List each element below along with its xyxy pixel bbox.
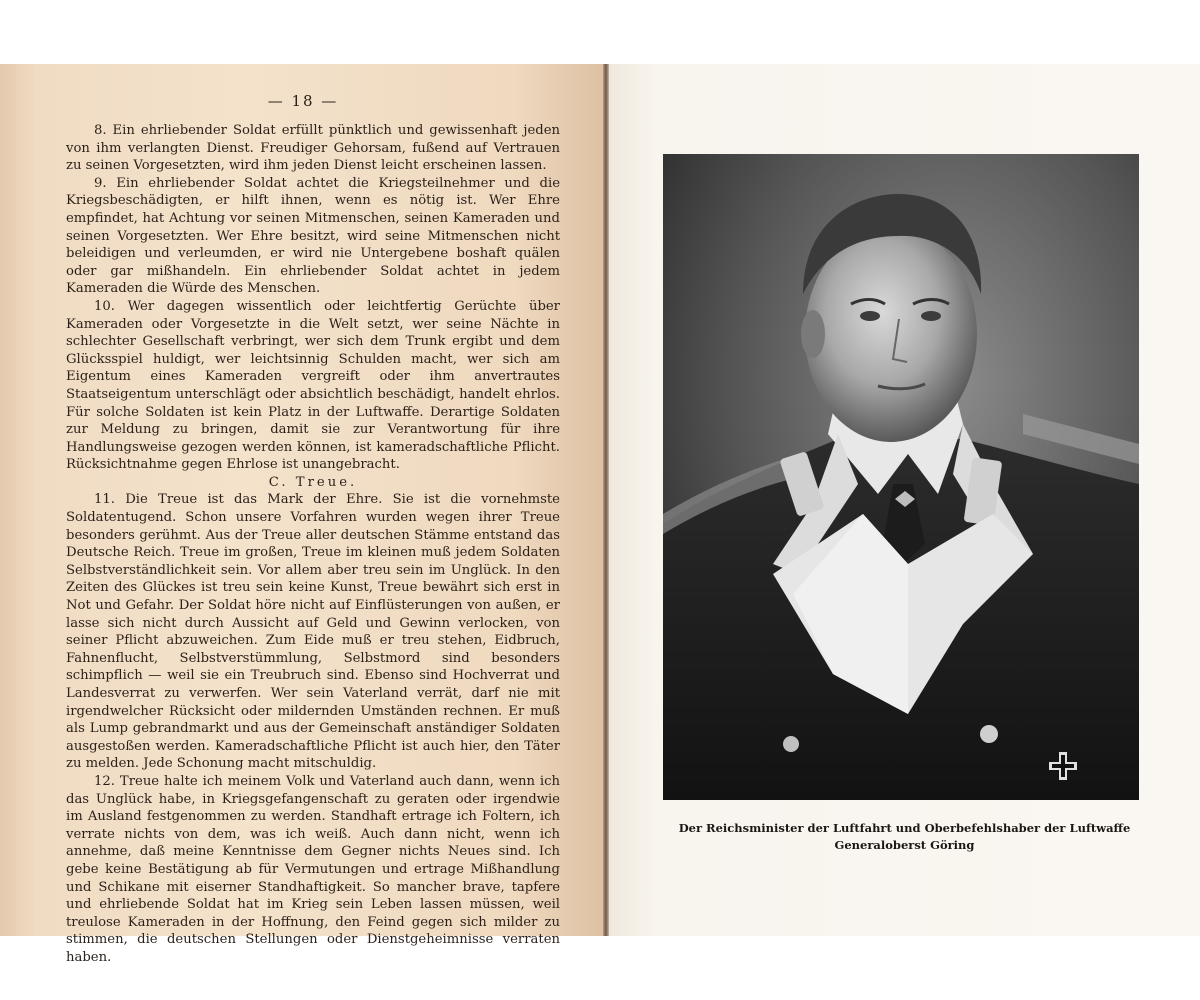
section-heading: C. Treue.	[268, 474, 358, 490]
paragraph-12: 12. Treue halte ich meinem Volk und Vaterland auch dann, wenn ich das Unglück habe, in Kriegsgefangenschaft zu geraten oder irgendwie im Ausland festgenommen zu werden. Standhaft ertrage ich Foltern, ich verrate nichts von dem, was ich weiß. Auch dann nicht, wenn ich annehme, daß meine Kenntnisse dem Gegner nichts Neues sind. Ich gebe keine Bestätigung ab für Vermutungen und ertrage Mißhandlung und Schikane mit eiserner Standhaftigkeit. So mancher brave, tapfere und ehrliebende Soldat hat im Krieg sein Leben lassen müssen, weil treulose Kameraden in der Hoffnung, den Feind gegen sich milder zu stimmen, die deutschen Stellungen oder Dienstgeheimnisse verraten haben.	[66, 773, 560, 965]
portrait-illustration	[663, 154, 1139, 800]
page-number: — 18 —	[267, 92, 339, 110]
caption-line-2: Generaloberst Göring	[834, 838, 975, 852]
paragraph-10: 10. Wer dagegen wissentlich oder leichtfertig Gerüchte über Kameraden oder Vorgesetzte in die Welt setzt, wer seine Nächte in schlechter Gesellschaft verbringt, wer sich dem Trunk ergibt und dem Glücksspiel huldigt, wer leichtsinnig Schulden macht, wer sich am Eigentum eines Kameraden vergreift oder ihm anvertrautes Staatseigentum unterschlägt oder absichtlich beschädigt, handelt ehrlos. Für solche Soldaten ist kein Platz in der Luftwaffe. Derartige Soldaten zur Meldung zu bringen, damit sie zur Verantwortung für ihre Handlungsweise gezogen werden können, ist kameradschaftliche Pflicht. Rücksichtnahme gegen Ehrlose ist unangebracht.	[66, 298, 560, 473]
photo-caption	[609, 820, 1200, 854]
right-page	[609, 64, 1200, 936]
body-text	[66, 122, 560, 967]
paragraph-11: 11. Die Treue ist das Mark der Ehre. Sie ist die vornehmste Soldatentugend. Schon unsere Vorfahren wurden wegen ihrer Treue besonders gerühmt. Aus der Treue aller deutschen Stämme entstand das Deutsche Reich. Treue im großen, Treue im kleinen muß jedem Soldaten Selbstverständlichkeit sein. Vor allem aber treu sein im Unglück. In den Zeiten des Glückes ist treu sein keine Kunst, Treue bewährt sich erst in Not und Gefahr. Der Soldat höre nicht auf Einflüsterungen von außen, er lasse sich nicht durch Aussicht auf Geld und Gewinn verlocken, von seiner Pflicht abzuweichen. Zum Eide muß er treu stehen, Eidbruch, Fahnenflucht, Selbstverstümmlung, Selbstmord sind besonders schimpflich — weil sie ein Treubruch sind. Ebenso sind Hochverrat und Landesverrat zu verwerfen. Wer sein Vaterland verrät, darf nie mit irgendwelcher Rücksicht oder mildernden Umständen rechnen. Er muß als Lump gebrandmarkt und aus der Gemeinschaft anständiger Soldaten ausgestoßen werden. Kameradschaftliche Pflicht ist auch hier, den Täter zu melden. Jede Schonung macht mitschuldig.	[66, 492, 560, 772]
caption-line-1: Der Reichsminister der Luftfahrt und Oberbefehlshaber der Luftwaffe	[678, 821, 1131, 835]
paragraph-9: 9. Ein ehrliebender Soldat achtet die Kriegsteilnehmer und die Kriegsbeschädigten, er hilft ihnen, wenn es nötig ist. Wer Ehre empfindet, hat Achtung vor seinen Mitmenschen, seinen Kameraden und seinen Vorgesetzten. Wer Ehre besitzt, wird seine Mitmenschen nicht beleidigen und verleumden, er wird nie Untergebene boshaft quälen oder gar mißhandeln. Ein ehrliebender Soldat achtet in jedem Kameraden die Würde des Menschen.	[66, 175, 560, 297]
paragraph-8: 8. Ein ehrliebender Soldat erfüllt pünktlich und gewissenhaft jeden von ihm verlangten Dienst. Freudiger Gehorsam, fußend auf Vertrauen zu seinen Vorgesetzten, wird ihm jeden Dienst leicht erscheinen lassen.	[66, 123, 560, 174]
portrait-photo	[663, 154, 1139, 800]
book-spread	[0, 64, 1200, 965]
left-page	[0, 64, 606, 965]
